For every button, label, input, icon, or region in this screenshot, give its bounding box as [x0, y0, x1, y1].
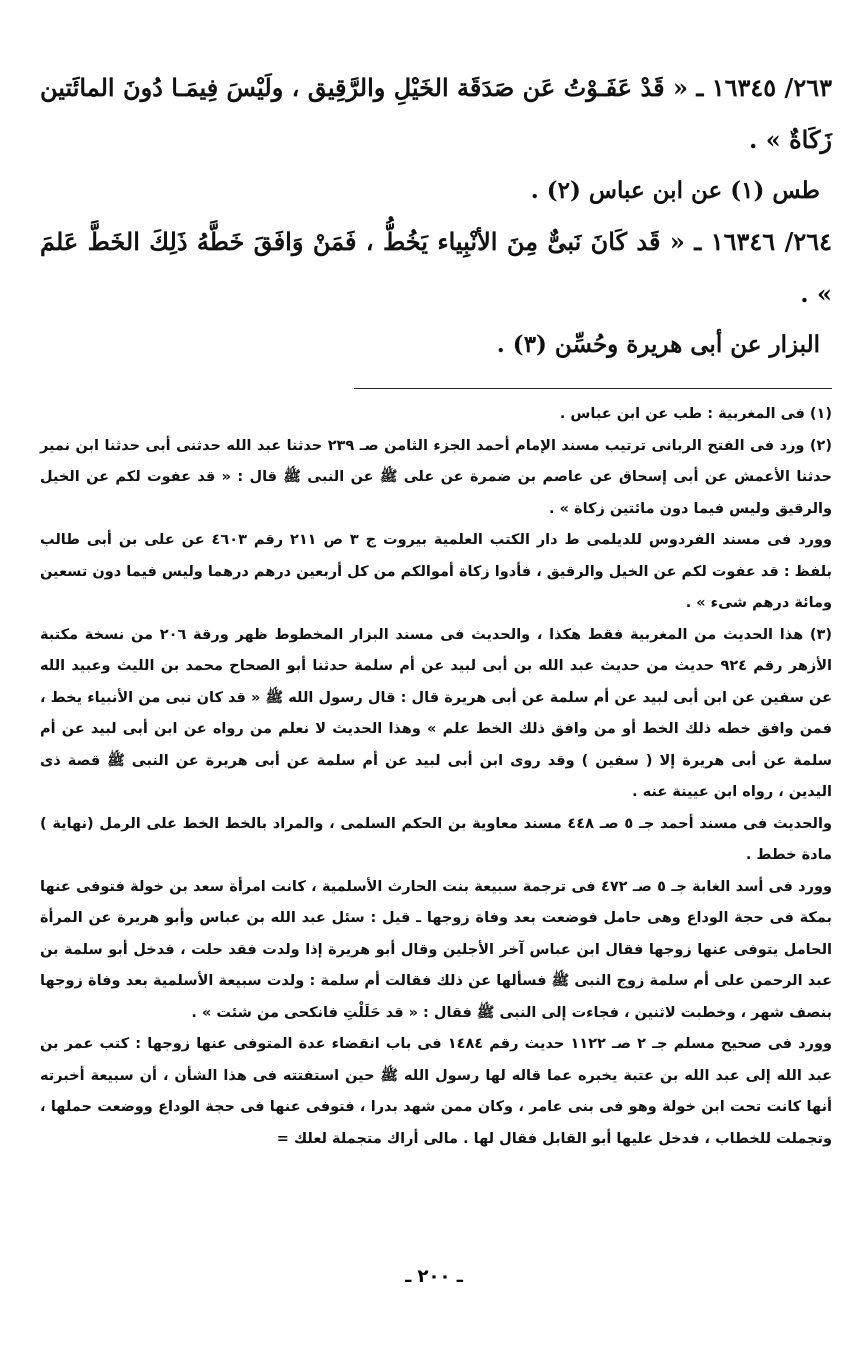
hadith-264-source: البزار عن أبى هريرة وحُسِّن (٣) .: [496, 331, 820, 358]
page-number: ـ ٢٠٠ ـ: [405, 1266, 463, 1287]
footnote-3: (٣) هذا الحديث من المغربية فقط هكذا ، والحديث فى مسند البزار المخطوط ظهر ورقة ٢٠٦ من نسخة مكتبة الأزهر رقم ٩٢٤ حديث من حديث عبد الله بن أبى لبيد عن أم سلمة حدثنا أبو الصحاح محمد بن الليث وعبيد الله عن سفين عن ابن أبى لبيد عن أم سلمة عن أبى هريرة قال : قال رسول الله ﷺ « قد كان نبى من الأنبياء يخط ، فمن وافق خطه ذلك الخط أو من وافق ذلك الخط علم » وهذا الحديث لا نعلم من رواه عن ابن أبى لبيد عن أم سلمة عن أبى هريرة إلا ( سفين ) وقد روى ابن أبى لبيد عن أم سلمة عن أبى هريرة عن النبى ﷺ قصة ذى اليدين ، رواه ابن عيينة عنه .: [40, 626, 833, 800]
footnote-2-continued: وورد فى مسند الفردوس للديلمى ط دار الكتب العلمية بيروت ج ٣ ص ٢١١ رقم ٤٦٠٣ عن على بن أبى طالب بلفظ : قد عفوت لكم عن الخيل والرقيق ، فأدوا زكاة أموالكم من كل أربعين درهم درهما وليس فيما دون تسعين ومائة درهم شىء » .: [40, 532, 832, 611]
page-content: [40, 62, 832, 1332]
hadith-263-source: طس (١) عن ابن عباس (٢) .: [530, 177, 820, 204]
footnote-2: (٢) ورد فى الفتح الربانى ترتيب مسند الإمام أحمد الجزء الثامن صـ ٢٣٩ حدثنا عبد الله حدثنى أبى حدثنا ابن نمير حدثنا الأعمش عن أبى إسحاق عن عاصم بن ضمرة عن على ﷺ عن النبى ﷺ قال : « قد عفوت لكم عن الخيل والرقيق وليس فيما دون مائتين زكاة » .: [40, 437, 833, 517]
footnote-1: (١) فى المغربية : طب عن ابن عباس .: [559, 406, 832, 422]
footnote-3-continued-usd: وورد فى أسد الغابة جـ ٥ صـ ٤٧٢ فى ترجمة سبيعة بنت الحارث الأسلمية ، كانت امرأة سعد بن خولة فتوفى عنها بمكة فى حجة الوداع وهى حامل فوضعت بعد وفاة زوجها ـ قيل : سئل عبد الله بن عباس وأبو هريرة عن المرأة الحامل يتوفى عنها زوجها فقال ابن عباس آخر الأجلين وقال أبو هريرة إذا ولدت فقد حلت ، فدخل أبو سلمة بن عبد الرحمن على أم سلمة زوج النبى ﷺ فسألها عن ذلك فقالت أم سلمة : ولدت سبيعة الأسلمية بعد وفاة زوجها بنصف شهر ، وخطبت لاثنين ، فجاءت إلى النبى ﷺ فقال : « قد حَلَلْتِ فانكحى من شئت » .: [40, 878, 832, 1021]
hadith-264: ٢٦٤/ ١٦٣٤٦ ـ « قَد كَانَ نَبىٌّ مِنَ الأنْبِياء يَخُطُّ ، فَمَنْ وَافَقَ خَطَّهُ ذَلِكَ الخَطَّ عَلمَ » .: [40, 227, 833, 308]
hadith-263: ٢٦٣/ ١٦٣٤٥ ـ « قَدْ عَفَـوْتُ عَن صَدَقَة الخَيْلِ والرَّقِيق ، ولَيْسَ فِيمَـا دُونَ المائَتين زَكَاةٌ » .: [40, 73, 832, 154]
footnote-divider: [354, 388, 832, 389]
footnote-3-continued-muslim: وورد فى صحيح مسلم جـ ٢ صـ ١١٢٢ حديث رقم ١٤٨٤ فى باب انقضاء عدة المتوفى عنها زوجها : كتب عمر بن عبد الله إلى عبد الله بن عتبة يخبره عما قاله لها رسول الله ﷺ حين استفتته فى هذا الشأن ، أن سبيعة أخبرته أنها كانت تحت ابن خولة وهو فى بنى عامر ، وكان ممن شهد بدرا ، فتوفى عنها فى حجة الوداع ووضعت حملها ، وتجملت للخطاب ، فدخل عليها أبو القابل فقال لها . مالى أراك متجملة لعلك =: [40, 1036, 832, 1147]
footnotes: [40, 399, 832, 1155]
footnote-3-continued-ahmad: والحديث فى مسند أحمد جـ ٥ صـ ٤٤٨ مسند معاوية بن الحكم السلمى ، والمراد بالخط الخط على الرمل (نهاية ) مادة خطط .: [40, 815, 832, 863]
